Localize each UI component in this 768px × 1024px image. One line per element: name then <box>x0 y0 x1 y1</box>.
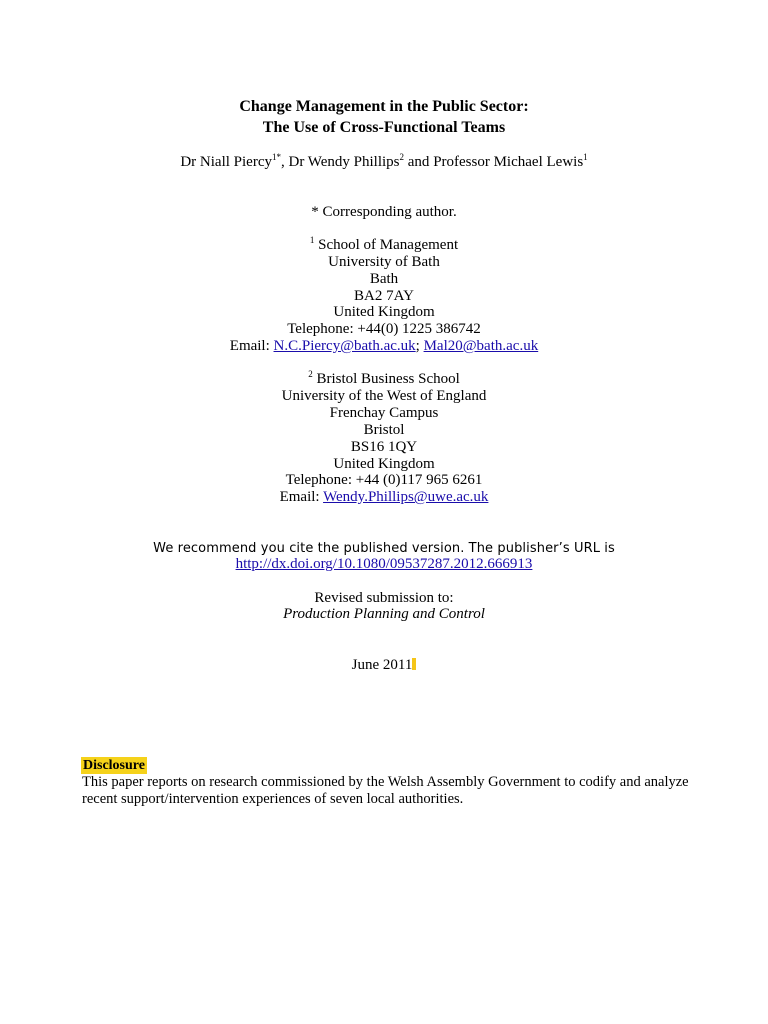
affil2-line: Bristol <box>363 422 405 438</box>
affil2-name-line <box>0 371 768 388</box>
author-1: Dr Niall Piercy <box>180 154 272 170</box>
affil1-name: School of Management <box>318 237 459 253</box>
submission-date: June 2011 <box>351 657 413 673</box>
affil1-line: United Kingdom <box>333 304 435 320</box>
email-link-lewis[interactable]: Mal20@bath.ac.uk <box>423 338 539 354</box>
email-link-piercy[interactable]: N.C.Piercy@bath.ac.uk <box>273 338 416 354</box>
author-2-affil: 2 <box>399 152 405 162</box>
affil1-line: University of Bath <box>328 254 440 270</box>
affil1-line: BA2 7AY <box>354 288 414 304</box>
affil2-line: Frenchay Campus <box>329 405 439 421</box>
affil2-phone: Telephone: +44 (0)117 965 6261 <box>285 472 483 488</box>
affil2-name: Bristol Business School <box>316 371 460 387</box>
date-line <box>0 657 768 674</box>
doi-link[interactable]: http://dx.doi.org/10.1080/09537287.2012.666913 <box>235 556 533 572</box>
title-line-2: The Use of Cross-Functional Teams <box>262 119 506 136</box>
cite-note: We recommend you cite the published version. The publisher’s URL is <box>153 541 615 556</box>
author-line <box>0 154 768 171</box>
author-1-affil: 1* <box>271 152 281 162</box>
author-sep: and <box>404 154 434 170</box>
affil1-sup: 1 <box>309 235 315 245</box>
affil1-line: Bath <box>369 271 399 287</box>
affil2-line: University of the West of England <box>281 388 487 404</box>
author-sep: , <box>280 154 289 170</box>
affil1-email-line <box>0 338 768 355</box>
author-3: Professor Michael Lewis <box>433 154 584 170</box>
journal-name: Production Planning and Control <box>283 606 485 622</box>
revised-submission: Revised submission to: <box>314 590 454 606</box>
email-label: Email: <box>229 338 274 354</box>
email-label: Email: <box>279 489 324 505</box>
doi-line <box>0 556 768 573</box>
author-2: Dr Wendy Phillips <box>288 154 400 170</box>
affil2-line: United Kingdom <box>333 456 435 472</box>
affil1-name-line <box>0 237 768 254</box>
author-3-affil: 1 <box>583 152 588 162</box>
affil1-phone: Telephone: +44(0) 1225 386742 <box>287 321 481 337</box>
corresponding-note: * Corresponding author. <box>311 204 457 220</box>
disclosure-text: This paper reports on research commissioned by the Welsh Assembly Government to codify and analyze recent support/intervention experiences of seven local authorities. <box>82 774 689 807</box>
disclosure-heading: Disclosure <box>83 758 145 773</box>
affil2-sup: 2 <box>308 369 313 379</box>
cursor-highlight-mark <box>412 658 416 670</box>
email-link-phillips[interactable]: Wendy.Phillips@uwe.ac.uk <box>323 489 489 505</box>
email-sep: ; <box>415 338 424 354</box>
title-line-1: Change Management in the Public Sector: <box>239 98 529 115</box>
affil2-email-line <box>0 489 768 506</box>
affil2-line: BS16 1QY <box>350 439 418 455</box>
